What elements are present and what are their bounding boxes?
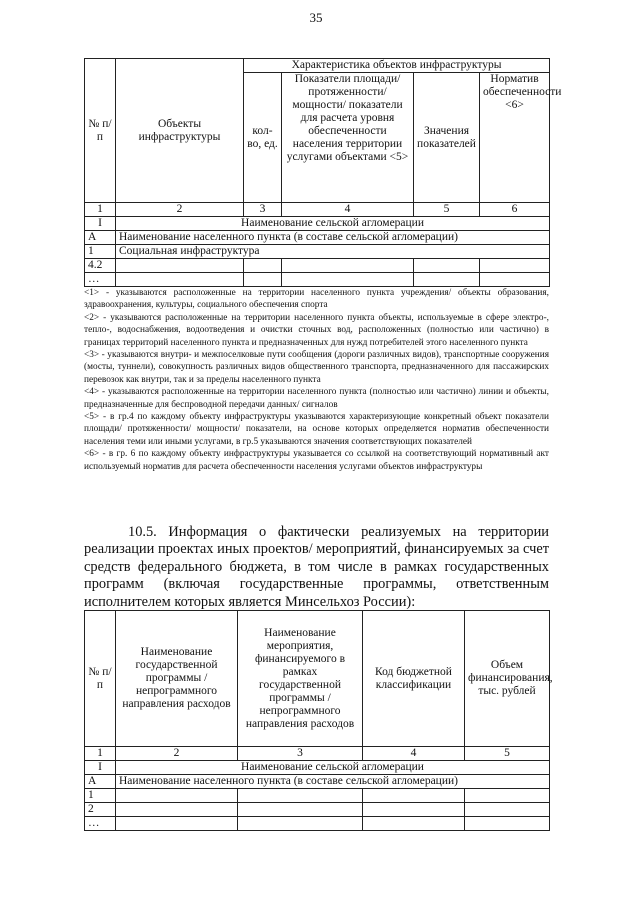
footnote: <1> - указываются расположенные на территории населенного пункта учреждения/ объекты образования, здравоохранения, культуры, социального обеспечения спорта [84, 288, 549, 311]
col-header-objects: Объекты инфраструктуры [116, 59, 244, 203]
federal-projects-table [84, 610, 553, 831]
col-header-volume: Объем финансирования, тыс. рублей [465, 611, 550, 747]
col-header-no: № п/п [85, 59, 116, 203]
row-number: I [85, 761, 116, 775]
table-row [85, 761, 550, 775]
table-row [85, 231, 550, 245]
table-row [85, 273, 550, 287]
footnote: <6> - в гр. 6 по каждому объекту инфраструктуры указывается со ссылкой на соответствующий нормативный акт используемый норматив для расчета обеспеченности населения услугами объектов инфраструктуры [84, 449, 549, 472]
footnote: <2> - указываются расположенные на территории населенного пункта объекты, используемые в сфере электро-, тепло-, водоснабжения, водоотведения и очистки сточных вод, расположенных (полностью или частично) в границах территорий населенного пункта и предназначенных для нужд потребителей этого населенного пункта [84, 312, 549, 348]
col-header-norm: Норматив обеспеченности <6> [480, 73, 550, 203]
table-row [85, 217, 550, 231]
row-number: А [85, 775, 116, 789]
row-text: Наименование населенного пункта (в составе сельской агломерации) [116, 775, 550, 789]
col-number: 3 [244, 203, 282, 217]
row-text: Социальная инфраструктура [116, 245, 550, 259]
row-number: 1 [85, 245, 116, 259]
footnote: <3> - указываются внутри- и межпоселковые пути сообщения (дороги различных видов), транспортные сооружения (мосты, туннели), совокупность различных видов общественного транспорта, предназначенного для пассажирских перевозок как внутри, так и за пределы населенного пункта [84, 350, 549, 385]
row-number: 1 [85, 789, 116, 803]
table-row [85, 789, 550, 803]
col-number: 5 [465, 747, 550, 761]
footnote: <5> - в гр.4 по каждому объекту инфраструктуры указываются характеризующие конкретный объект показатели площади/ протяженности/ мощности/ показатели, на основе которых определяется норматив обеспеченности населения теми или иными услугами, в гр.5 указываются значения соответствующих показателей [84, 412, 549, 447]
row-number: I [85, 217, 116, 231]
footnote: <4> - указываются расположенные на территории населенного пункта (полностью или частично) линии и объекты, предназначенные для беспроводной передачи данных/ сигналов [84, 387, 549, 410]
table-row [85, 775, 550, 789]
row-text: Наименование населенного пункта (в составе сельской агломерации) [116, 231, 550, 245]
table-row [85, 259, 550, 273]
col-header-no: № п/п [85, 611, 116, 747]
infrastructure-table [84, 58, 562, 287]
col-number: 1 [85, 747, 116, 761]
table-row [85, 245, 550, 259]
footnotes [84, 287, 549, 473]
row-number: 4.2 [85, 259, 116, 273]
row-number: 2 [85, 803, 116, 817]
col-number: 2 [116, 747, 238, 761]
col-header-code: Код бюджетной классификации [363, 611, 465, 747]
col-header-values: Значения показателей [414, 73, 480, 203]
col-number: 4 [363, 747, 465, 761]
col-number: 6 [480, 203, 550, 217]
col-number: 4 [282, 203, 414, 217]
col-header-program: Наименование государственной программы / непрограммного направления расходов [116, 611, 238, 747]
page-number: 35 [309, 10, 323, 25]
col-number: 2 [116, 203, 244, 217]
table-row [85, 803, 550, 817]
section-paragraph: 10.5. Информация о фактически реализуемых на территории реализации проектах иных проектов/ мероприятий, финансируемых за счет средств федерального бюджета, в том числе в рамках государственных программ (включая государственные программы, ответственным исполнителем которых является Минсельхоз России): [84, 524, 549, 610]
col-header-group: Характеристика объектов инфраструктуры [244, 59, 550, 73]
row-text: Наименование сельской агломерации [116, 217, 550, 231]
col-number: 3 [238, 747, 363, 761]
section-10-5 [84, 524, 549, 611]
col-number: 5 [414, 203, 480, 217]
col-header-count: кол-во, ед. [244, 73, 282, 203]
row-number: … [85, 273, 116, 287]
col-header-indicators: Показатели площади/ протяженности/ мощности/ показатели для расчета уровня обеспеченности населения территории услугами объектами <5> [282, 73, 414, 203]
row-number: … [85, 817, 116, 831]
row-text: Наименование сельской агломерации [116, 761, 550, 775]
col-header-event: Наименование мероприятия, финансируемого в рамках государственной программы / непрограммного направления расходов [238, 611, 363, 747]
table-row [85, 817, 550, 831]
col-number: 1 [85, 203, 116, 217]
row-number: А [85, 231, 116, 245]
